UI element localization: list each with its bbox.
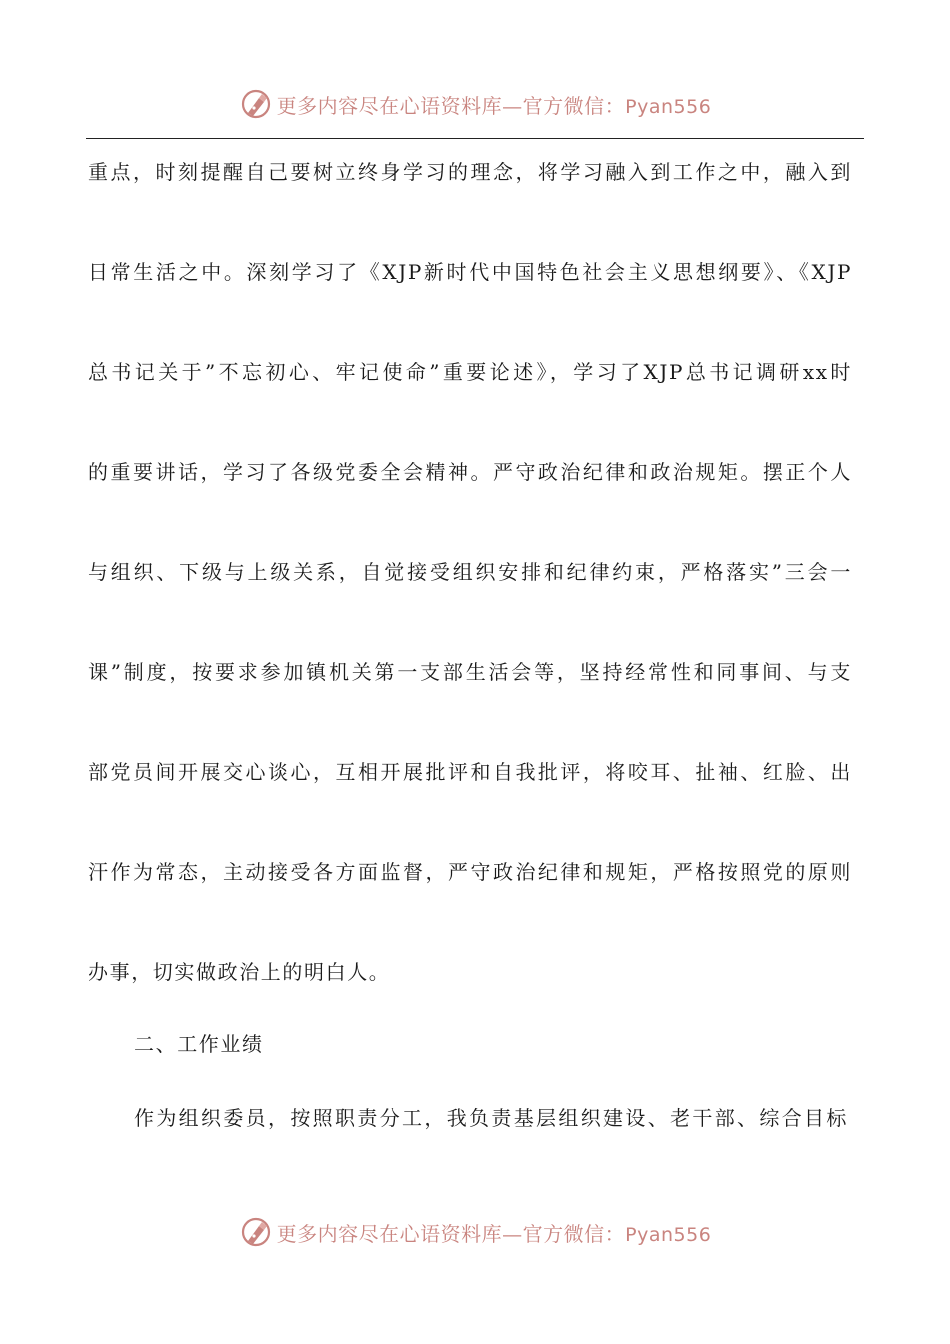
pen-nib-circle-icon <box>239 1215 273 1249</box>
text-line: 部党员间开展交心谈心，互相开展批评和自我批评，将咬耳、扯袖、红脸、出 <box>88 760 852 784</box>
text-line: 日常生活之中。深刻学习了《XJP新时代中国特色社会主义思想纲要》、《XJP <box>88 260 852 284</box>
footer-banner-text: 更多内容尽在心语资料库—官方微信：Pyan556 <box>276 1221 712 1246</box>
header-divider <box>86 138 864 139</box>
text-line: 课”制度，按要求参加镇机关第一支部生活会等，坚持经常性和同事间、与支 <box>88 660 852 684</box>
header-banner <box>0 84 950 124</box>
text-line: 的重要讲话，学习了各级党委全会精神。严守政治纪律和政治规矩。摆正个人 <box>88 460 852 484</box>
document-body <box>88 152 852 1052</box>
paragraph-start: 作为组织委员，按照职责分工，我负责基层组织建设、老干部、综合目标 <box>134 1106 848 1130</box>
section-heading: 二、工作业绩 <box>134 1032 264 1056</box>
header-banner-text: 更多内容尽在心语资料库—官方微信：Pyan556 <box>276 93 712 118</box>
text-line: 与组织、下级与上级关系，自觉接受组织安排和纪律约束，严格落实”三会一 <box>88 560 852 584</box>
text-line: 汗作为常态，主动接受各方面监督，严守政治纪律和规矩，严格按照党的原则 <box>88 860 852 884</box>
text-line: 办事，切实做政治上的明白人。 <box>88 960 391 984</box>
text-line: 重点，时刻提醒自己要树立终身学习的理念，将学习融入到工作之中，融入到 <box>88 160 852 184</box>
text-line: 总书记关于”不忘初心、牢记使命”重要论述》，学习了XJP总书记调研xx时 <box>88 360 852 384</box>
wechat-id: Pyan556 <box>625 95 712 118</box>
pen-nib-circle-icon <box>239 87 273 121</box>
footer-banner <box>0 1212 950 1252</box>
wechat-id: Pyan556 <box>625 1223 712 1246</box>
